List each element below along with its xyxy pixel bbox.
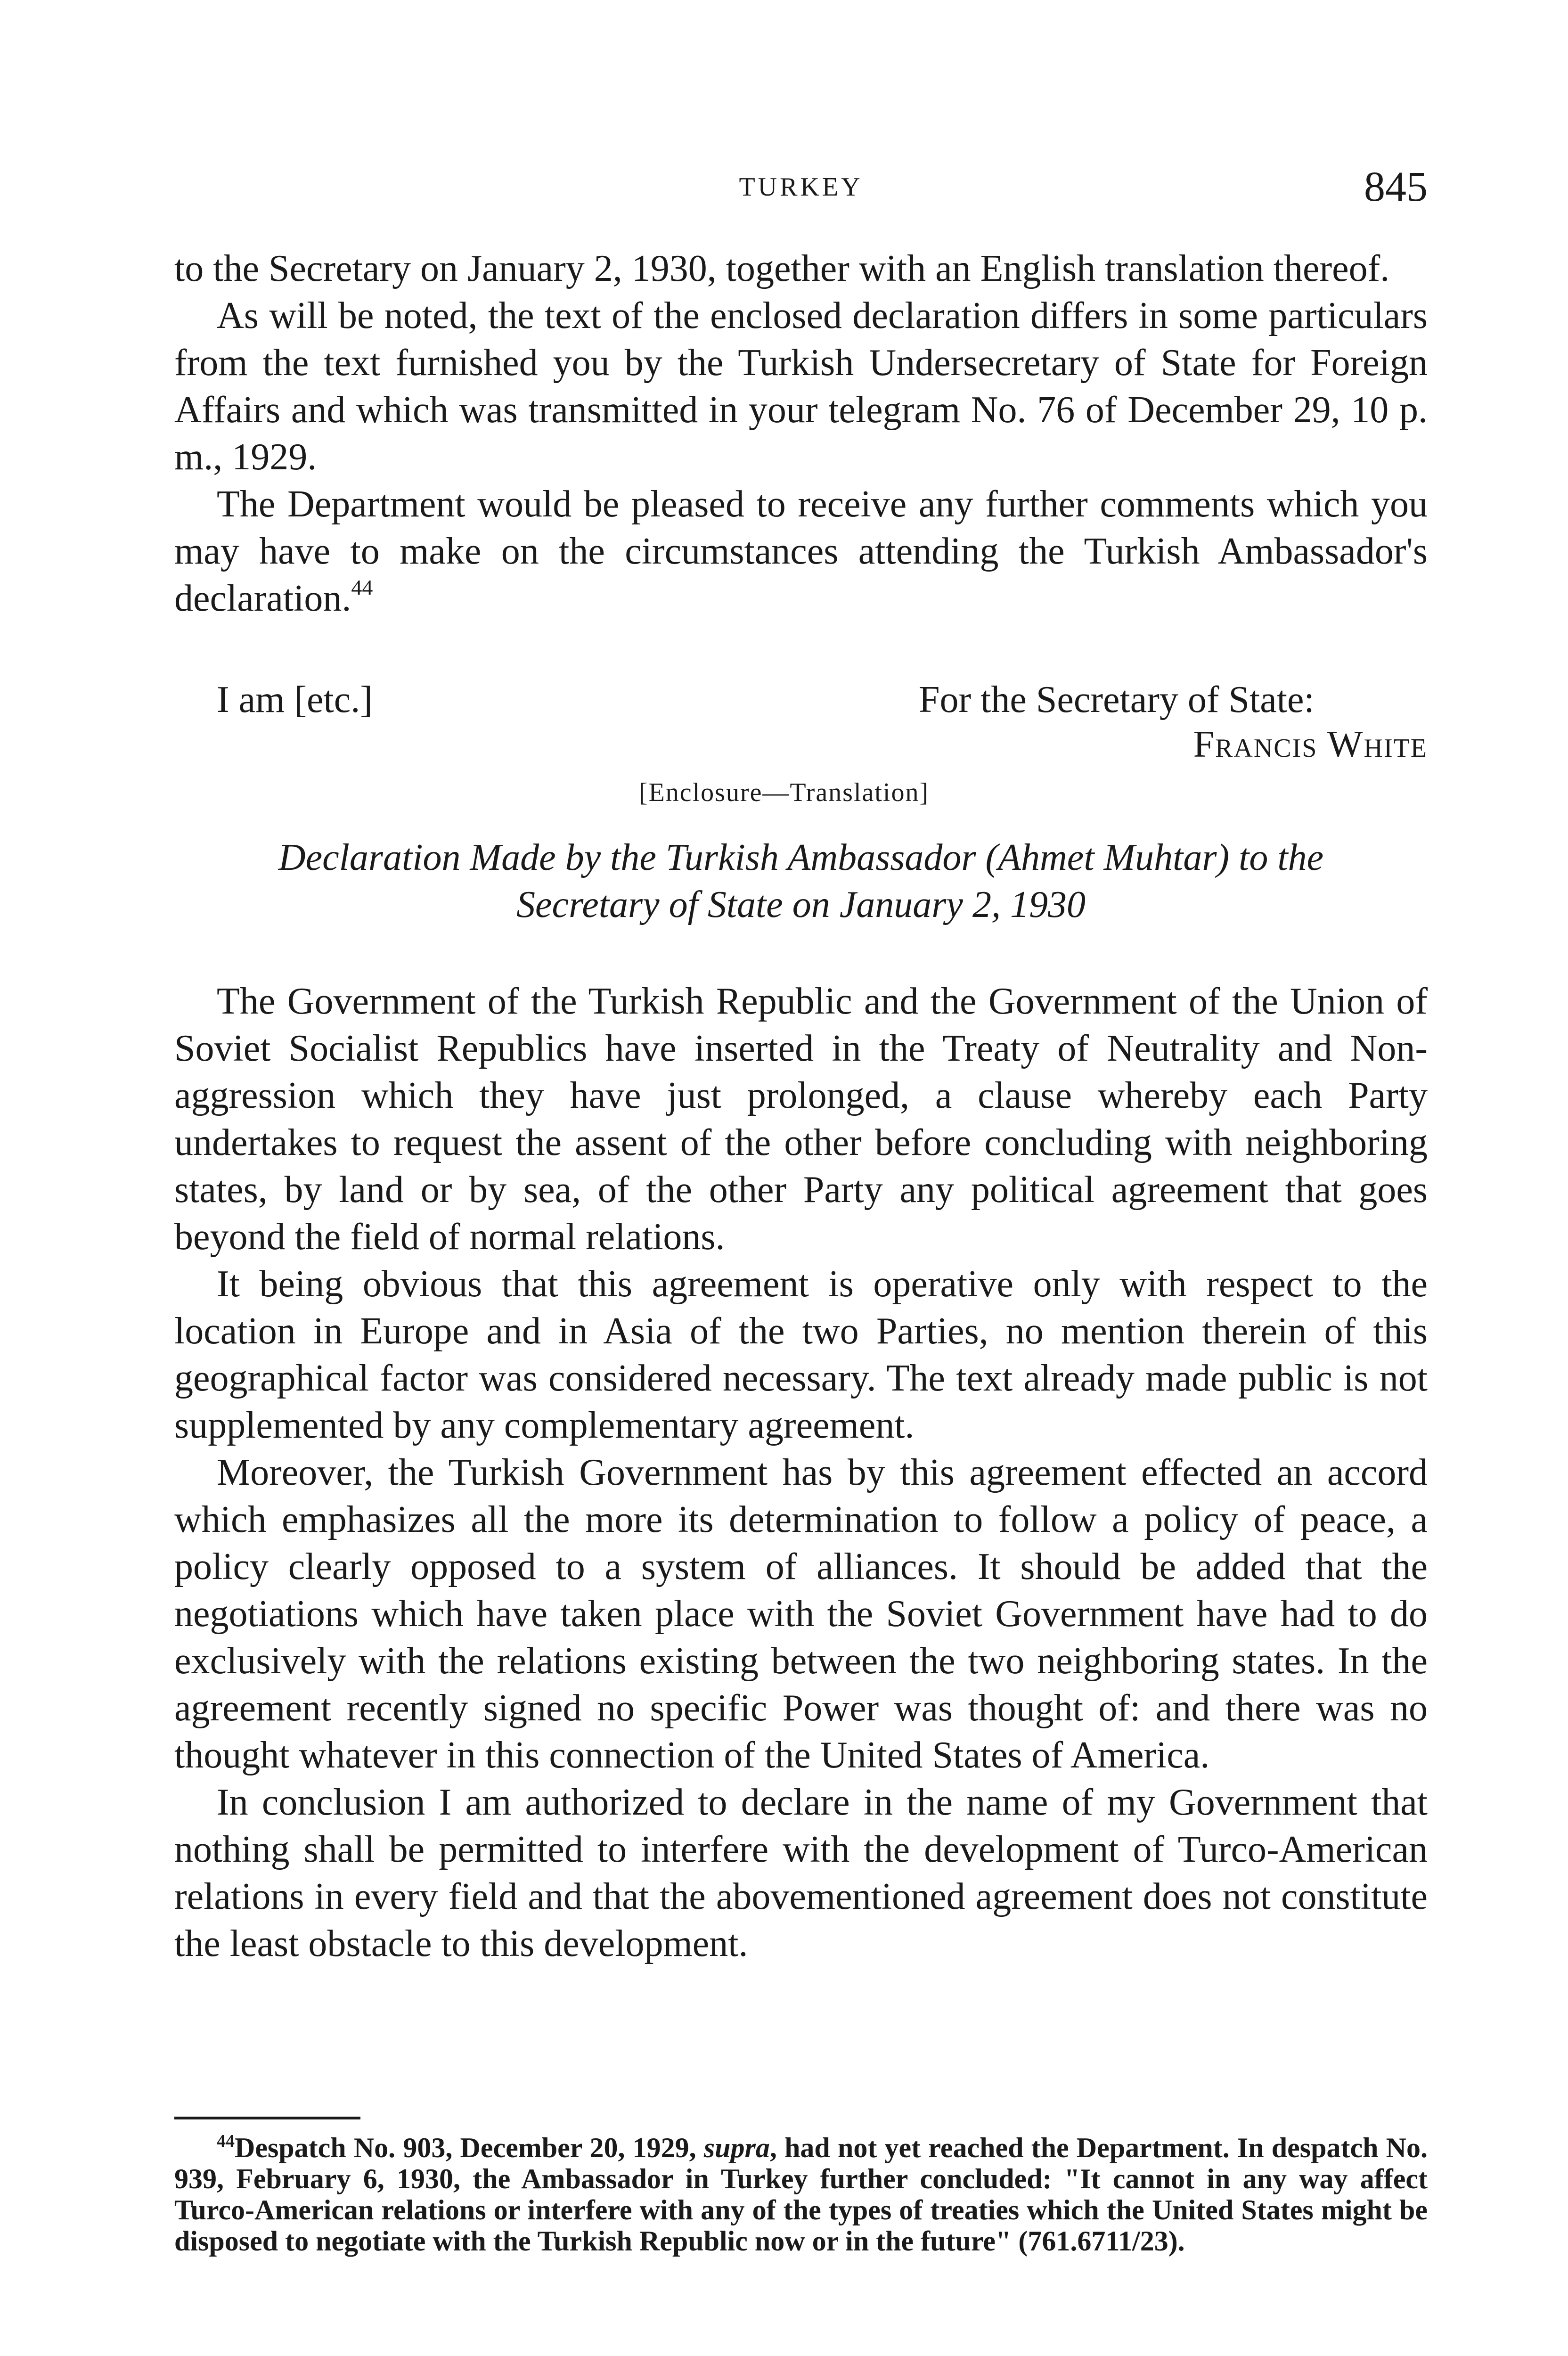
declaration-title [174, 834, 1428, 928]
footnote-text: Despatch No. 903, December 20, 1929, [235, 2132, 704, 2163]
letter-paragraph-text: The Department would be pleased to receive any further comments which you may have to make on the circumstances attending the Turkish Ambassador's declaration. [174, 483, 1428, 619]
closing-salutation: I am [etc.] [217, 679, 373, 720]
footnotes [174, 2132, 1428, 2257]
declaration-paragraph: It being obvious that this agreement is operative only with respect to the location in Europe and in Asia of the two Parties, no mention therein of this geographical factor was considered necessary. The text already made public is not supplemented by any complementary agreement. [174, 1263, 1428, 1446]
page-number: 845 [1364, 164, 1428, 210]
running-head [174, 163, 1428, 214]
letter-paragraph: to the Secretary on January 2, 1930, together with an English translation thereof. [174, 248, 1390, 289]
footnote-italic: supra [703, 2132, 770, 2163]
declaration-title-line: Secretary of State on January 2, 1930 [516, 884, 1086, 925]
running-title: TURKEY [739, 172, 863, 202]
signer-role: For the Secretary of State: [919, 679, 1315, 720]
declaration-paragraph: In conclusion I am authorized to declare in the name of my Government that nothing shall be permitted to interfere with the development of Turco-American relations in every field and that the abovementioned agreement does not constitute the least obstacle to this development. [174, 1782, 1428, 1964]
declaration-paragraph: The Government of the Turkish Republic and the Government of the Union of Soviet Socialist Republics have inserted in the Treaty of Neutrality and Non-aggression which they have just prolonged, a clause whereby each Party undertakes to request the assent of the other before concluding with neighboring states, by land or by sea, of the other Party any political agreement that goes beyond the field of normal relations. [174, 981, 1428, 1258]
footnote [174, 2132, 1428, 2257]
footnote-text: , had not yet reached the Department. In despatch No. 939, February 6, 1930, the Ambassador in Turkey further concluded: "It cannot in any way affect Turco-American relations or interfere with any of the types of treaties which the United States might be disposed to negotiate with the Turkish Republic now or in the future" (761.6711/23). [174, 2132, 1428, 2257]
footnote-mark: 44 [217, 2131, 235, 2151]
footnote-divider [174, 2117, 360, 2119]
declaration-title-line: Declaration Made by the Turkish Ambassador (Ahmet Muhtar) to the [278, 837, 1324, 878]
declaration-body [174, 978, 1428, 1967]
declaration-paragraph: Moreover, the Turkish Government has by this agreement effected an accord which emphasizes all the more its determination to follow a policy of peace, a policy clearly opposed to a system of alliances. It should be added that the negotiations which have taken place with the Soviet Government have had to do exclusively with the relations existing between the two neighboring states. In the agreement recently signed no specific Power was thought of: and there was no thought whatever in this connection of the United States of America. [174, 1452, 1428, 1776]
letter-paragraph [174, 481, 1428, 622]
footnote-reference: 44 [351, 575, 373, 599]
letter-paragraph: As will be noted, the text of the enclosed declaration differs in some particulars from the text furnished you by the Turkish Undersecretary of State for Foreign Affairs and which was transmitted in your telegram No. 76 of December 29, 10 p. m., 1929. [174, 295, 1428, 478]
signer-name: Francis White [1193, 724, 1428, 765]
letter-body [174, 245, 1428, 622]
enclosure-label: [Enclosure—Translation] [638, 778, 930, 807]
